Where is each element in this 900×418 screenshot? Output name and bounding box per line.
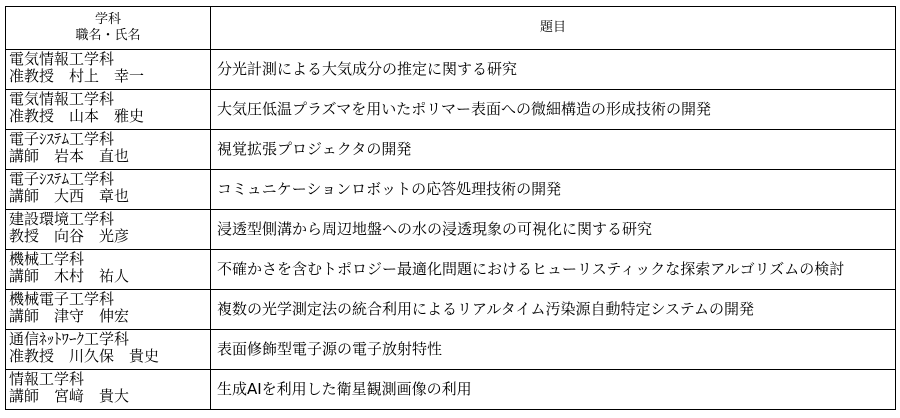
department-name: 機械工学科 <box>9 250 85 268</box>
department-name: 電気情報工学科 <box>9 90 115 108</box>
table-row <box>6 330 896 370</box>
research-topics-table <box>5 6 896 410</box>
header-name-label: 職名・氏名 <box>75 28 141 43</box>
position-and-name: 講師 岩本 直也 <box>9 147 130 165</box>
position-and-name: 講師 大西 章也 <box>9 187 130 205</box>
dept-person-cell <box>6 250 211 290</box>
table-body <box>6 50 896 410</box>
dept-person-cell <box>6 330 211 370</box>
position-and-name: 教授 向谷 光彦 <box>9 227 130 245</box>
table-row <box>6 250 896 290</box>
research-table-container <box>5 6 895 410</box>
header-dept-name <box>6 7 211 50</box>
table-row <box>6 170 896 210</box>
research-title: 浸透型側溝から周辺地盤への水の浸透現象の可視化に関する研究 <box>211 210 896 250</box>
research-title: 生成AIを利用した衛星観測画像の利用 <box>211 370 896 410</box>
table-row <box>6 50 896 90</box>
department-name: 建設環境工学科 <box>9 210 115 228</box>
research-title: 複数の光学測定法の統合利用によるリアルタイム汚染源自動特定システムの開発 <box>211 290 896 330</box>
position-and-name: 講師 津守 伸宏 <box>9 307 130 325</box>
header-title: 題目 <box>211 7 896 50</box>
department-name: 電子ｼｽﾃﾑ工学科 <box>9 170 115 188</box>
dept-person-cell <box>6 290 211 330</box>
dept-person-cell <box>6 130 211 170</box>
position-and-name: 准教授 川久保 貴史 <box>9 347 160 365</box>
table-row <box>6 210 896 250</box>
dept-person-cell <box>6 170 211 210</box>
table-row <box>6 90 896 130</box>
department-name: 電子ｼｽﾃﾑ工学科 <box>9 130 115 148</box>
dept-person-cell <box>6 50 211 90</box>
research-title: 不確かさを含むトポロジー最適化問題におけるヒューリスティックな探索アルゴリズムの検討 <box>211 250 896 290</box>
department-name: 通信ﾈｯﾄﾜｰｸ工学科 <box>9 330 130 348</box>
dept-person-cell <box>6 370 211 410</box>
research-title: 視覚拡張プロジェクタの開発 <box>211 130 896 170</box>
dept-person-cell <box>6 210 211 250</box>
position-and-name: 准教授 山本 雅史 <box>9 107 145 125</box>
department-name: 情報工学科 <box>9 370 85 388</box>
table-row <box>6 130 896 170</box>
department-name: 機械電子工学科 <box>9 290 115 308</box>
research-title: 分光計測による大気成分の推定に関する研究 <box>211 50 896 90</box>
position-and-name: 講師 木村 祐人 <box>9 267 130 285</box>
research-title: 表面修飾型電子源の電子放射特性 <box>211 330 896 370</box>
research-title: 大気圧低温プラズマを用いたポリマー表面への微細構造の形成技術の開発 <box>211 90 896 130</box>
header-dept-label: 学科 <box>94 12 121 27</box>
table-row <box>6 370 896 410</box>
position-and-name: 講師 宮﨑 貴大 <box>9 387 130 405</box>
position-and-name: 准教授 村上 幸一 <box>9 67 145 85</box>
research-title: コミュニケーションロボットの応答処理技術の開発 <box>211 170 896 210</box>
department-name: 電気情報工学科 <box>9 50 115 68</box>
table-header-row <box>6 7 896 50</box>
table-row <box>6 290 896 330</box>
dept-person-cell <box>6 90 211 130</box>
